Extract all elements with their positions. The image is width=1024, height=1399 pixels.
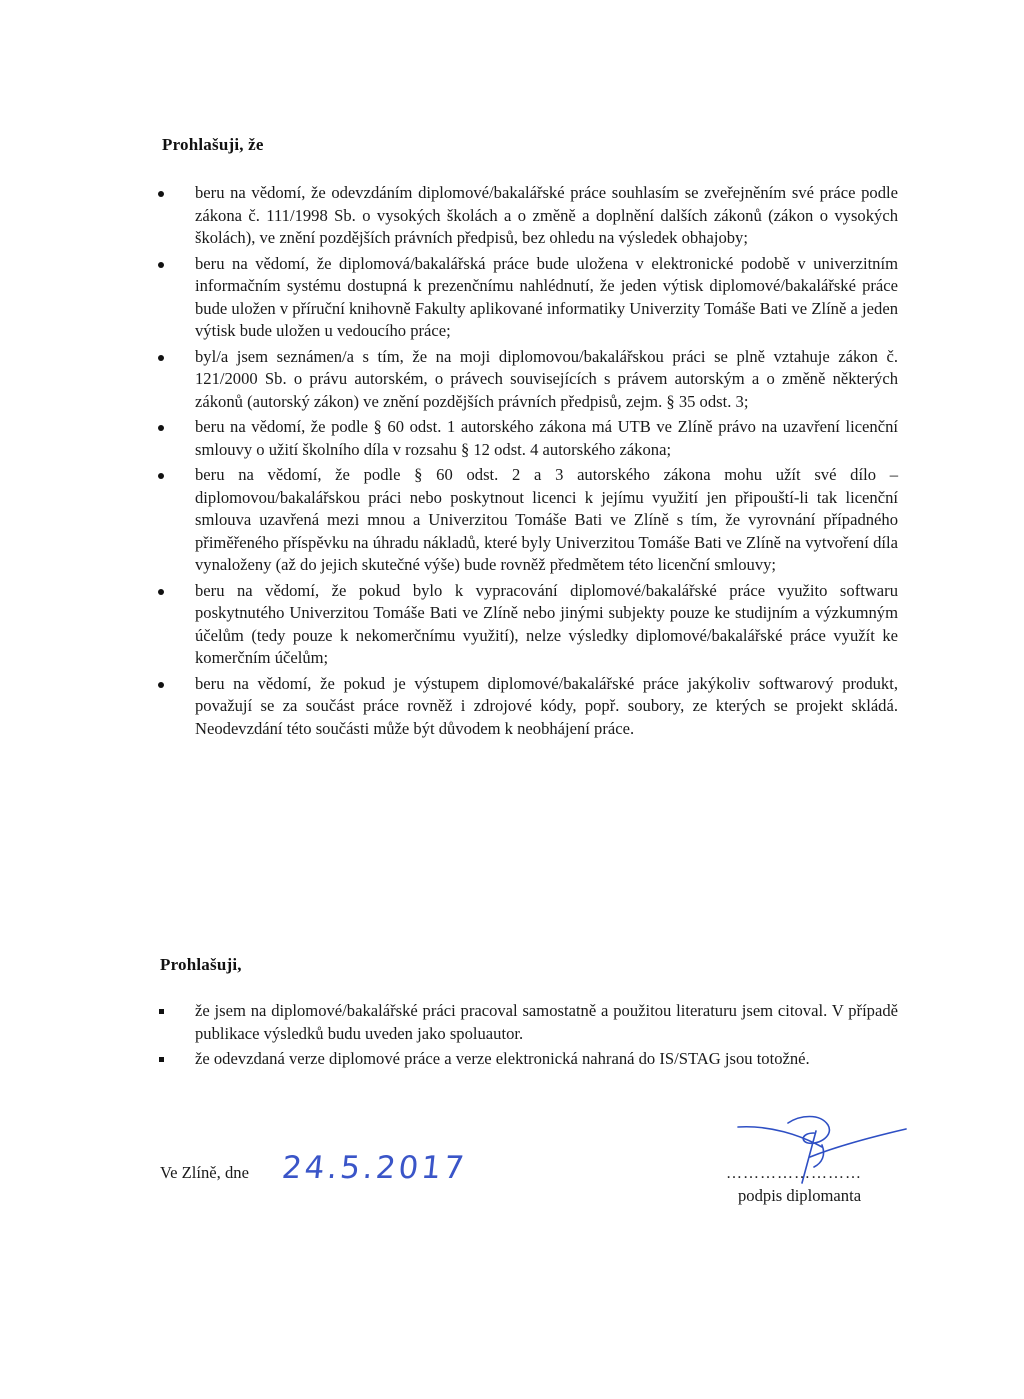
bullet-icon — [158, 262, 164, 268]
list-item — [158, 464, 898, 577]
list-item-text: beru na vědomí, že podle § 60 odst. 1 autorského zákona má UTB ve Zlíně právo na uzavření licenční smlouvy o užití školního díla v rozsahu § 12 odst. 4 autorského zákona; — [195, 417, 898, 459]
bullet-icon — [158, 355, 164, 361]
place-and-date-label: Ve Zlíně, dne — [160, 1163, 249, 1182]
list-item — [158, 416, 898, 461]
section1-list — [158, 182, 898, 743]
list-item-text: beru na vědomí, že podle § 60 odst. 2 a 3 autorského zákona mohu užít své dílo – diplomovou/bakalářskou práci nebo poskytnout licenci k jejímu využití jen připouští-li tak licenční smlouva uzavřená mezi mnou a Univerzitou Tomáše Bati ve Zlíně s tím, že vyrovnání případného přiměřeného příspěvku na úhradu nákladů, které byly Univerzitou Tomáše Bati ve Zlíně na vytvoření díla vynaloženy (až do jejich skutečné výše) bude rovněž předmětem této licenční smlouvy; — [195, 465, 898, 574]
handwritten-date: 24.5.2017 — [280, 1150, 469, 1186]
list-item-text: beru na vědomí, že pokud bylo k vypracování diplomové/bakalářské práce využito softwaru poskytnutého Univerzitou Tomáše Bati ve Zlíně nebo jinými subjekty pouze ke studijním a výzkumným účelům (tedy pouze k nekomerčnímu využití), nelze výsledky diplomové/bakalářské práce využít ke komerčním účelům; — [195, 580, 898, 667]
section2-heading: Prohlašuji, — [160, 955, 242, 974]
square-bullet-icon — [159, 1057, 164, 1062]
list-item — [158, 673, 898, 741]
list-item — [158, 1000, 898, 1045]
bullet-icon — [158, 682, 164, 688]
bullet-icon — [158, 589, 164, 595]
list-item-text: beru na vědomí, že odevzdáním diplomové/bakalářské práce souhlasím se zveřejněním své práce podle zákona č. 111/1998 Sb. o vysokých školách a o změně a doplnění dalších zákonů (zákon o vysokých školách), ve znění pozdějších právních předpisů, bez ohledu na výsledek obhajoby; — [195, 183, 898, 247]
section2-list — [158, 1000, 898, 1074]
list-item-text: byl/a jsem seznámen/a s tím, že na moji diplomovou/bakalářskou práci se plně vztahuje zákon č. 121/2000 Sb. o právu autorském, o právech souvisejících s právem autorským a o změně některých zákonů (autorský zákon) ve znění pozdějších právních předpisů, zejm. § 35 odst. 3; — [195, 346, 898, 411]
list-item-text: beru na vědomí, že diplomová/bakalářská práce bude uložena v elektronické podobě v univerzitním informačním systému dostupná k prezenčnímu nahlédnutí, že jeden výtisk diplomové/bakalářské práce bude uložen v příruční knihovně Fakulty aplikované informatiky Univerzity Tomáše Bati ve Zlíně a jeden výtisk bude uložen u vedoucího práce; — [195, 253, 898, 340]
list-item — [158, 1048, 898, 1071]
list-item — [158, 580, 898, 670]
square-bullet-icon — [159, 1009, 164, 1014]
bullet-icon — [158, 191, 164, 197]
signature-label: podpis diplomanta — [738, 1186, 862, 1205]
list-item-text: že odevzdaná verze diplomové práce a verze elektronická nahraná do IS/STAG jsou totožné. — [195, 1049, 810, 1068]
list-item — [158, 346, 898, 414]
list-item — [158, 253, 898, 343]
list-item-text: že jsem na diplomové/bakalářské práci pracoval samostatně a použitou literaturu jsem citoval. V případě publikace výsledků budu uveden jako spoluautor. — [195, 1001, 898, 1043]
signature-line: …………………… — [726, 1165, 862, 1182]
bullet-icon — [158, 425, 164, 431]
bullet-icon — [158, 473, 164, 479]
list-item-text: beru na vědomí, že pokud je výstupem diplomové/bakalářské práce jakýkoliv softwarový produkt, považují se za součást práce rovněž i zdrojové kódy, popř. soubory, ze kterých se projekt skládá. Neodevzdání této součásti může být důvodem k neobhájení práce. — [195, 673, 898, 738]
section1-heading: Prohlašuji, že — [162, 135, 264, 154]
list-item — [158, 182, 898, 250]
